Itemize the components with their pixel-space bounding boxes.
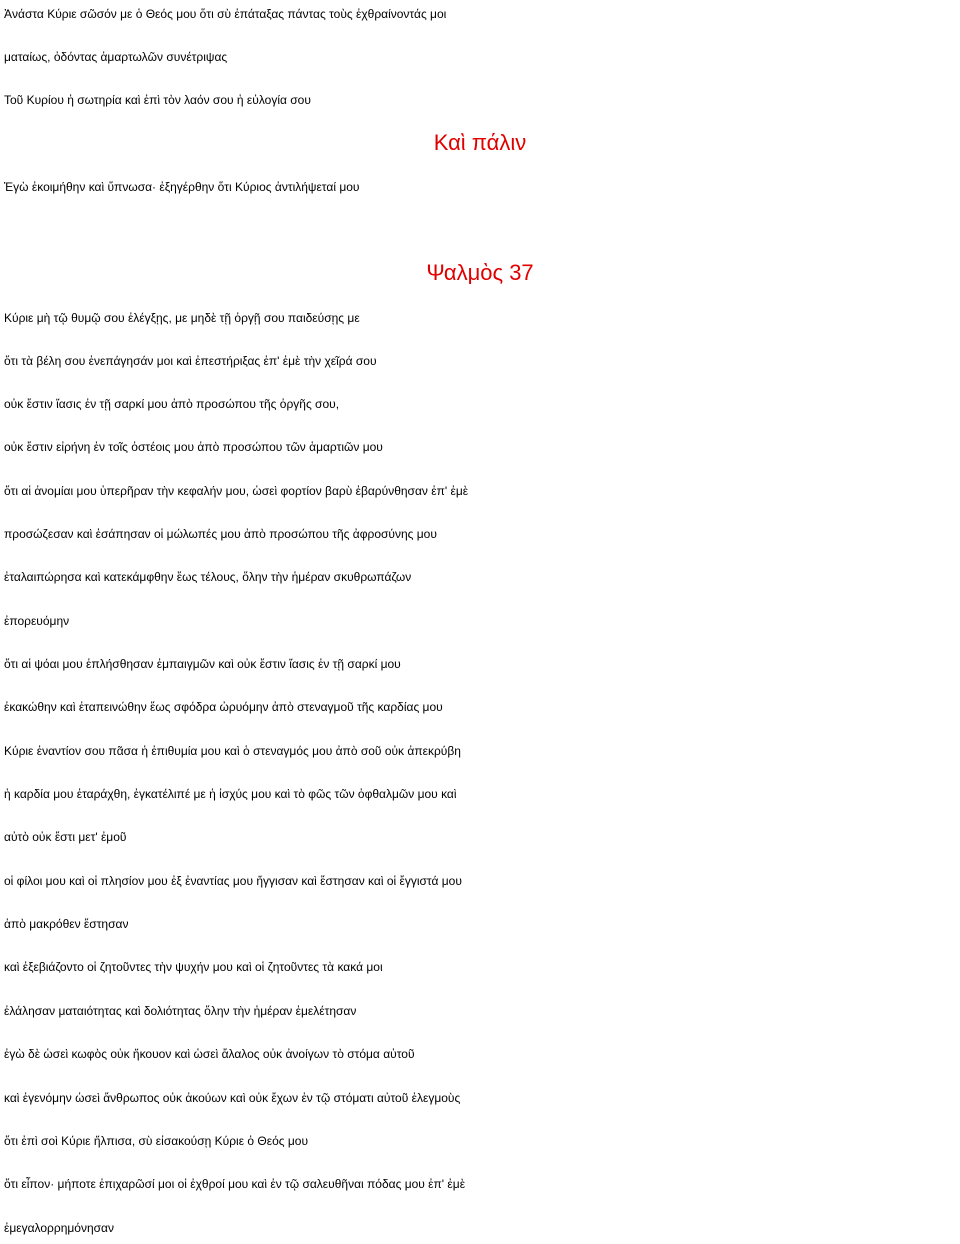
text-line: Τοῦ Κυρίου ἡ σωτηρία καὶ ἐπὶ τὸν λαόν σου ἡ εὐλογία σου <box>4 93 311 107</box>
text-line: ἡ καρδία μου ἐταράχθη, ἐγκατέλιπέ με ἡ ἰσχύς μου καὶ τὸ φῶς τῶν ὀφθαλμῶν μου καὶ <box>4 787 457 801</box>
text-line: οὐκ ἔστιν εἰρήνη ἐν τοῖς ὀστέοις μου ἀπὸ προσώπου τῶν ἁμαρτιῶν μου <box>4 440 383 454</box>
text-line: οὐκ ἔστιν ἴασις ἐν τῇ σαρκί μου ἀπὸ προσώπου τῆς ὀργῆς σου, <box>4 397 340 411</box>
text-line: ἐγὼ δὲ ὡσεὶ κωφὸς οὐκ ἤκουον καὶ ὡσεὶ ἄλαλος οὐκ ἀνοίγων τὸ στόμα αὐτοῦ <box>4 1047 415 1061</box>
text-line: ὅτι αἱ ψόαι μου ἐπλήσθησαν ἐμπαιγμῶν καὶ οὐκ ἔστιν ἴασις ἐν τῇ σαρκί μου <box>4 657 401 671</box>
text-line: ἐκακώθην καὶ ἐταπεινώθην ἕως σφόδρα ὠρυόμην ἀπὸ στεναγμοῦ τῆς καρδίας μου <box>4 700 443 714</box>
text-line: ἐμεγαλορρημόνησαν <box>4 1221 114 1235</box>
text-line: ὅτι αἱ ἀνομίαι μου ὑπερῆραν τὴν κεφαλήν μου, ὡσεὶ φορτίον βαρὺ ἐβαρύνθησαν ἐπ' ἐμὲ <box>4 484 469 498</box>
text-line: Ἀνάστα Κύριε σῶσόν με ὁ Θεός μου ὅτι σὺ ἐπάταξας πάντας τοὺς ἐχθραίνοντάς μοι <box>4 7 447 21</box>
section-heading: Καὶ πάλιν <box>433 130 527 155</box>
text-line: Κύριε ἐναντίον σου πᾶσα ἡ ἐπιθυμία μου καὶ ὁ στεναγμός μου ἀπὸ σοῦ οὐκ ἀπεκρύβη <box>4 744 461 758</box>
text-line: ὅτι τὰ βέλη σου ἐνεπάγησάν μοι καὶ ἐπεστήριξας ἐπ' ἐμὲ τὴν χεῖρά σου <box>4 354 377 368</box>
text-line: προσώζεσαν καὶ ἐσάπησαν οἱ μώλωπές μου ἀπὸ προσώπου τῆς ἀφροσύνης μου <box>4 527 437 541</box>
text-line: καὶ ἐγενόμην ὡσεὶ ἄνθρωπος οὐκ ἀκούων καὶ οὐκ ἔχων ἐν τῷ στόματι αὐτοῦ ἐλεγμοὺς <box>4 1091 461 1105</box>
text-line: αὐτὸ οὐκ ἔστι μετ' ἐμοῦ <box>4 830 127 844</box>
text-line: ὅτι εἶπον· μήποτε ἐπιχαρῶσί μοι οἱ ἐχθροί μου καὶ ἐν τῷ σαλευθῆναι πόδας μου ἐπ' ἐμὲ <box>4 1177 466 1191</box>
text-line: ματαίως, ὀδόντας ἁμαρτωλῶν συνέτριψας <box>4 50 228 64</box>
text-line: ἐπορευόμην <box>4 614 70 628</box>
text-line: ὅτι ἐπὶ σοὶ Κύριε ἤλπισα, σὺ εἰσακούσῃ Κύριε ὁ Θεός μου <box>4 1134 309 1148</box>
text-line: ἐλάλησαν ματαιότητας καὶ δολιότητας ὅλην τὴν ἡμέραν ἐμελέτησαν <box>4 1004 357 1018</box>
text-line: ἐταλαιπώρησα καὶ κατεκάμφθην ἕως τέλους, ὅλην τὴν ἡμέραν σκυθρωπάζων <box>4 570 412 584</box>
text-line: ἀπὸ μακρόθεν ἔστησαν <box>4 917 129 931</box>
text-line: Ἐγὼ ἐκοιμήθην καὶ ὕπνωσα· ἐξηγέρθην ὅτι Κύριος ἀντιλήψεταί μου <box>4 180 360 194</box>
text-line: καὶ ἐξεβιάζοντο οἱ ζητοῦντες τὴν ψυχήν μου καὶ οἱ ζητοῦντες τὰ κακά μοι <box>4 960 383 974</box>
text-line: οἱ φίλοι μου καὶ οἱ πλησίον μου ἐξ ἐναντίας μου ἤγγισαν καὶ ἔστησαν καὶ οἱ ἔγγιστά μου <box>4 874 462 888</box>
text-line: Κύριε μὴ τῷ θυμῷ σου ἐλέγξῃς, με μηδὲ τῇ ὀργῇ σου παιδεύσῃς με <box>4 311 360 325</box>
psalm-title: Ψαλμὸς 37 <box>426 260 534 285</box>
